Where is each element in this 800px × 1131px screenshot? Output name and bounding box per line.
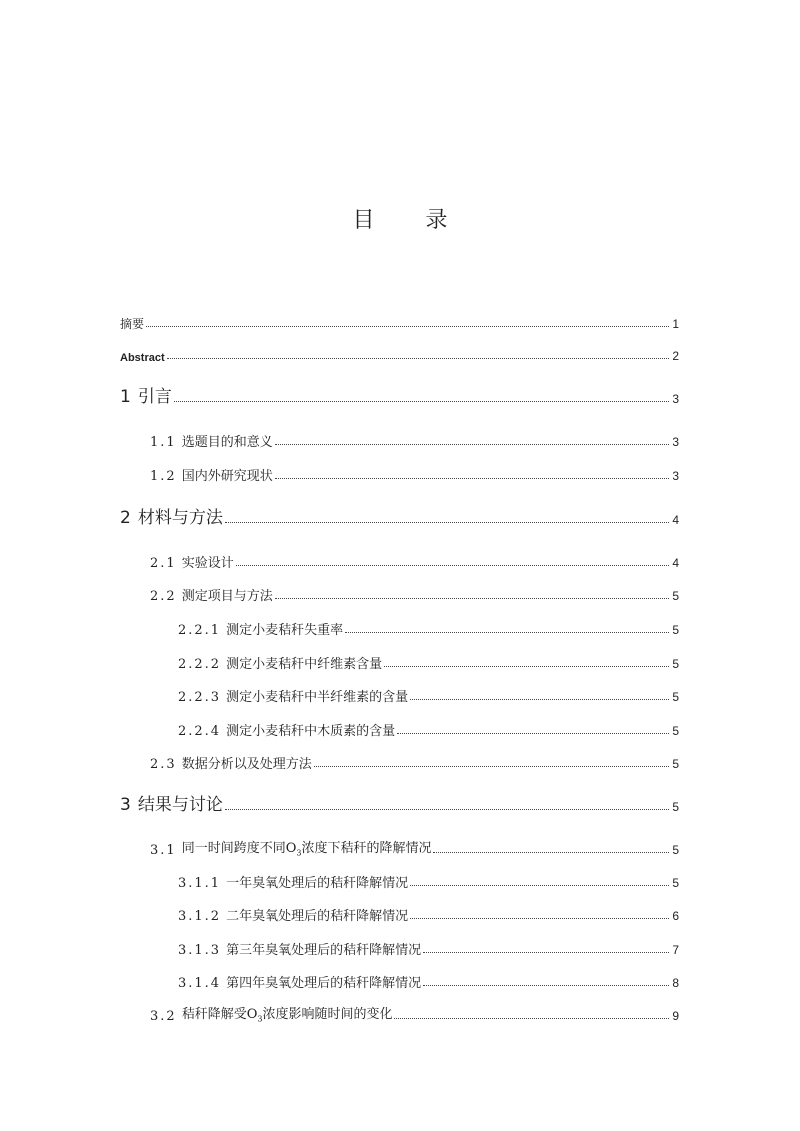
toc-entry-page: 5 [672,724,679,738]
toc-entry-number: 3.1.2 [178,909,222,924]
toc-entry-page: 7 [672,943,679,957]
toc-entry-page: 5 [672,843,679,857]
dot-leader [275,444,669,445]
toc-entry-label: 第四年臭氧处理后的秸秆降解情况 [226,976,422,991]
toc-entry-number: 3.1.4 [178,976,222,991]
toc-entry-page: 3 [672,435,679,449]
toc-entry-number: 2.2.3 [178,690,222,705]
toc-entry-page: 4 [672,513,679,527]
dot-leader [433,852,669,853]
toc-entry-label: 一年臭氧处理后的秸秆降解情况 [226,876,409,891]
toc-entry-page: 5 [672,876,679,890]
toc-entry-3-2[interactable] [0,1000,800,1024]
toc-entry-number: 3.1.3 [178,943,222,958]
toc-entry-page: 5 [672,800,679,814]
toc-entry-number: 3.2 [150,1009,177,1024]
dot-leader [146,326,669,327]
toc-entry-page: 6 [672,909,679,923]
toc-entry-number: 3.1 [150,843,177,858]
dot-leader [174,401,669,402]
toc-entry-3-1-2[interactable] [0,900,800,924]
toc-entry-page: 2 [672,349,679,363]
toc-entry-label: 选题目的和意义 [181,435,273,450]
toc-entry-1-2[interactable] [0,460,800,484]
toc-entry-label: 测定小麦秸秆失重率 [226,623,344,638]
toc-entry-label: 国内外研究现状 [181,469,273,484]
toc-entry-label: 秸秆降解受$O_3$浓度影响随时间的变化 [181,1007,393,1024]
toc-entry-3-1-4[interactable] [0,967,800,991]
toc-entry-number: 3 [120,795,133,815]
dot-leader [225,522,669,523]
dot-leader [410,699,669,700]
dot-leader [397,733,669,734]
toc-entry-label: 摘要 [120,317,145,331]
toc-entry-page: 3 [672,469,679,483]
toc-entry-2-1[interactable] [0,547,800,571]
dot-leader [236,565,669,566]
toc-entry-2-3[interactable] [0,748,800,772]
toc-entry-number: 2.1 [150,556,177,571]
dot-leader [225,809,669,810]
toc-entry-number: 2.3 [150,757,177,772]
dot-leader [384,666,669,667]
toc-entry-abstract-cn[interactable] [0,308,800,332]
toc-entry-3-1[interactable] [0,834,800,858]
toc-entry-label: 材料与方法 [137,508,223,528]
toc-entry-page: 5 [672,657,679,671]
toc-entry-2-2[interactable] [0,580,800,604]
toc-entry-label: 结果与讨论 [137,795,223,815]
toc-entry-label: 引言 [137,387,172,407]
toc-entry-label: 数据分析以及处理方法 [181,757,312,772]
toc-entry-label: Abstract [120,352,165,364]
toc-entry-page: 1 [672,317,679,331]
toc-entry-number: 2.2.1 [178,623,222,638]
toc-entry-chapter-2[interactable] [0,504,800,528]
toc-entry-2-2-3[interactable] [0,681,800,705]
toc-entry-page: 5 [672,589,679,603]
toc-entry-abstract-en[interactable] [0,340,800,364]
toc-entry-3-1-1[interactable] [0,867,800,891]
toc-entry-label: 测定项目与方法 [181,589,273,604]
toc-entry-label: 第三年臭氧处理后的秸秆降解情况 [226,943,422,958]
dot-leader [410,885,669,886]
toc-entry-page: 8 [672,976,679,990]
toc-entry-number: 1.2 [150,469,177,484]
toc-entry-number: 2.2.2 [178,657,222,672]
toc-entry-page: 4 [672,556,679,570]
toc-entry-number: 3.1.1 [178,876,222,891]
toc-entry-label: 测定小麦秸秆中半纤维素的含量 [226,690,409,705]
toc-entry-3-1-3[interactable] [0,934,800,958]
dot-leader [345,632,669,633]
dot-leader [314,766,669,767]
dot-leader [423,952,669,953]
toc-entry-page: 5 [672,690,679,704]
dot-leader [275,478,669,479]
toc-entry-2-2-1[interactable] [0,614,800,638]
dot-leader [167,358,669,359]
toc-entry-page: 5 [672,623,679,637]
dot-leader [275,598,669,599]
dot-leader [423,985,669,986]
toc-entry-number: 1.1 [150,435,177,450]
toc-entry-label: 同一时间跨度不同$O_3$浓度下秸秆的降解情况 [181,841,432,858]
toc-title: 目 录 [352,208,470,233]
toc-entry-page: 3 [672,392,679,406]
toc-entry-label: 实验设计 [181,556,234,571]
toc-entry-page: 5 [672,757,679,771]
toc-entry-label: 测定小麦秸秆中木质素的含量 [226,724,396,739]
toc-entry-number: 1 [120,387,133,407]
toc-entry-2-2-4[interactable] [0,715,800,739]
toc-entry-label: 测定小麦秸秆中纤维素含量 [226,657,383,672]
toc-entry-label: 二年臭氧处理后的秸秆降解情况 [226,909,409,924]
toc-entry-page: 9 [672,1009,679,1023]
toc-entry-1-1[interactable] [0,426,800,450]
toc-entry-number: 2.2 [150,589,177,604]
dot-leader [410,918,669,919]
toc-entry-2-2-2[interactable] [0,648,800,672]
dot-leader [394,1018,669,1019]
toc-entry-chapter-1[interactable] [0,383,800,407]
toc-entry-number: 2 [120,508,133,528]
toc-entry-chapter-3[interactable] [0,791,800,815]
toc-entry-number: 2.2.4 [178,724,222,739]
